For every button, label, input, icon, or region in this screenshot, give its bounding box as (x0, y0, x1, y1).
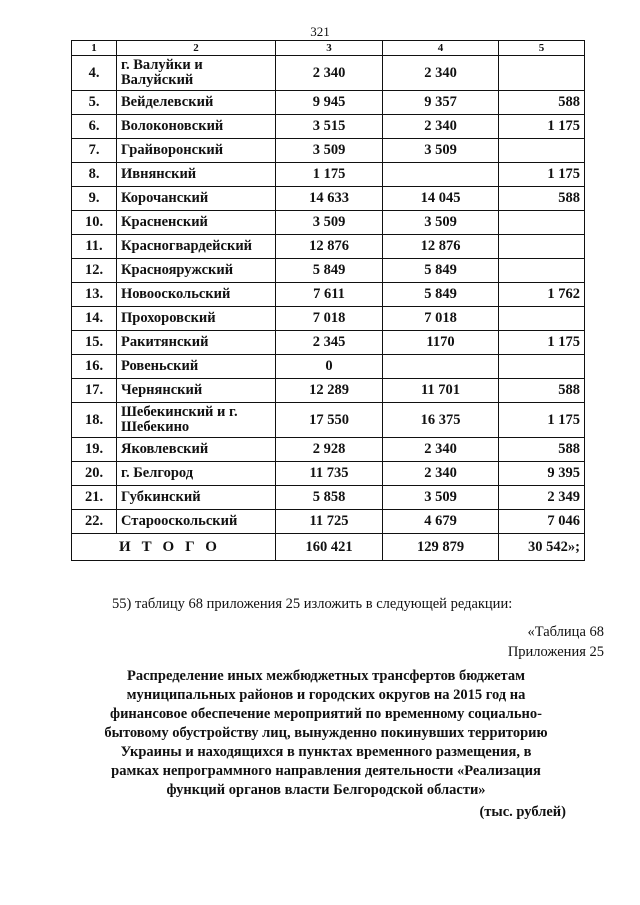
row-amount-col-5 (499, 235, 585, 259)
row-district-name: Новооскольский (117, 283, 276, 307)
table-row (72, 462, 585, 486)
row-total-amount: 12 876 (276, 235, 383, 259)
row-number: 5. (72, 91, 117, 115)
row-amount-col-4: 2 340 (383, 115, 499, 139)
row-district-name: Ракитянский (117, 331, 276, 355)
row-number: 10. (72, 211, 117, 235)
row-number: 9. (72, 187, 117, 211)
row-amount-col-4: 1170 (383, 331, 499, 355)
row-amount-col-4: 4 679 (383, 510, 499, 534)
row-district-name: Ивнянский (117, 163, 276, 187)
row-total-amount: 2 340 (276, 56, 383, 91)
row-number: 6. (72, 115, 117, 139)
title-line: функций органов власти Белгородской области» (166, 782, 486, 798)
row-amount-col-4 (383, 163, 499, 187)
row-number: 15. (72, 331, 117, 355)
row-district-name: Яковлевский (117, 438, 276, 462)
total-col-4: 129 879 (383, 534, 499, 561)
row-amount-col-4: 3 509 (383, 139, 499, 163)
table-row (72, 115, 585, 139)
table-row (72, 331, 585, 355)
row-amount-col-4: 5 849 (383, 259, 499, 283)
table-row (72, 379, 585, 403)
table-row (72, 307, 585, 331)
row-district-name: Шебекинский и г. Шебекино (117, 403, 276, 438)
row-amount-col-4: 5 849 (383, 283, 499, 307)
row-amount-col-4: 12 876 (383, 235, 499, 259)
row-amount-col-5: 2 349 (499, 486, 585, 510)
row-district-name: Красненский (117, 211, 276, 235)
row-district-name: Чернянский (117, 379, 276, 403)
row-district-name: Старооскольский (117, 510, 276, 534)
row-amount-col-5: 1 762 (499, 283, 585, 307)
title-line: бытовому обустройству лиц, вынужденно покинувших территорию (104, 725, 548, 741)
header-col-4: 4 (383, 41, 499, 56)
row-district-name: Корочанский (117, 187, 276, 211)
row-amount-col-4: 9 357 (383, 91, 499, 115)
row-total-amount: 3 515 (276, 115, 383, 139)
row-district-name: Губкинский (117, 486, 276, 510)
row-district-name: г. Белгород (117, 462, 276, 486)
table-row (72, 283, 585, 307)
row-total-amount: 12 289 (276, 379, 383, 403)
row-total-amount: 2 928 (276, 438, 383, 462)
title-line: Украины и находящихся в пунктах временного размещения, в (120, 744, 532, 760)
row-amount-col-4: 2 340 (383, 438, 499, 462)
row-total-amount: 3 509 (276, 211, 383, 235)
row-number: 7. (72, 139, 117, 163)
row-total-amount: 7 018 (276, 307, 383, 331)
row-total-amount: 11 735 (276, 462, 383, 486)
total-label: ИТОГО (72, 534, 276, 561)
row-number: 4. (72, 56, 117, 91)
units-label: (тыс. рублей) (479, 804, 566, 820)
row-number: 14. (72, 307, 117, 331)
row-amount-col-5: 588 (499, 187, 585, 211)
row-district-name: Прохоровский (117, 307, 276, 331)
header-col-3: 3 (276, 41, 383, 56)
title-line: Распределение иных межбюджетных трансфертов бюджетам (127, 668, 525, 684)
row-number: 11. (72, 235, 117, 259)
row-amount-col-5: 1 175 (499, 331, 585, 355)
row-amount-col-5: 9 395 (499, 462, 585, 486)
table-row (72, 56, 585, 91)
row-amount-col-4: 14 045 (383, 187, 499, 211)
title-line: рамках непрограммного направления деятельности «Реализация (111, 763, 541, 779)
row-amount-col-4: 16 375 (383, 403, 499, 438)
row-amount-col-5 (499, 56, 585, 91)
row-number: 19. (72, 438, 117, 462)
row-amount-col-5 (499, 355, 585, 379)
row-amount-col-5: 1 175 (499, 163, 585, 187)
row-total-amount: 7 611 (276, 283, 383, 307)
row-number: 18. (72, 403, 117, 438)
title-line: муниципальных районов и городских округов на 2015 год на (126, 687, 526, 703)
total-col-5: 30 542»; (499, 534, 585, 561)
row-amount-col-4: 3 509 (383, 486, 499, 510)
header-col-5: 5 (499, 41, 585, 56)
row-district-name: Краснояружский (117, 259, 276, 283)
row-amount-col-5 (499, 139, 585, 163)
table-row (72, 139, 585, 163)
row-number: 8. (72, 163, 117, 187)
row-total-amount: 9 945 (276, 91, 383, 115)
row-district-name: Ровеньский (117, 355, 276, 379)
row-amount-col-5: 1 175 (499, 115, 585, 139)
row-amount-col-4: 7 018 (383, 307, 499, 331)
row-total-amount: 5 858 (276, 486, 383, 510)
row-district-name: Грайворонский (117, 139, 276, 163)
row-amount-col-4: 3 509 (383, 211, 499, 235)
row-number: 20. (72, 462, 117, 486)
table-row (72, 187, 585, 211)
table-reference (508, 622, 604, 662)
row-district-name: г. Валуйки и Валуйский (117, 56, 276, 91)
row-amount-col-4: 11 701 (383, 379, 499, 403)
table-row (72, 403, 585, 438)
table-ref-line-1: «Таблица 68 (527, 624, 604, 640)
total-col-3: 160 421 (276, 534, 383, 561)
table-row (72, 510, 585, 534)
table-row (72, 438, 585, 462)
row-amount-col-5: 7 046 (499, 510, 585, 534)
title-line: финансовое обеспечение мероприятий по временному социально- (110, 706, 542, 722)
row-number: 21. (72, 486, 117, 510)
row-amount-col-4 (383, 355, 499, 379)
row-amount-col-5 (499, 307, 585, 331)
table-header-row (72, 41, 585, 56)
table-total-row (72, 534, 585, 561)
row-district-name: Красногвардейский (117, 235, 276, 259)
table-ref-line-2: Приложения 25 (507, 644, 604, 660)
row-total-amount: 2 345 (276, 331, 383, 355)
table-row (72, 91, 585, 115)
row-number: 16. (72, 355, 117, 379)
header-col-2: 2 (117, 41, 276, 56)
row-district-name: Волоконовский (117, 115, 276, 139)
row-district-name: Вейделевский (117, 91, 276, 115)
row-amount-col-5: 1 175 (499, 403, 585, 438)
table-row (72, 486, 585, 510)
row-amount-col-5 (499, 259, 585, 283)
page-number: 321 (310, 24, 330, 39)
row-amount-col-5 (499, 211, 585, 235)
row-number: 13. (72, 283, 117, 307)
row-number: 17. (72, 379, 117, 403)
table-row (72, 163, 585, 187)
transfers-table (71, 40, 585, 561)
row-amount-col-5: 588 (499, 438, 585, 462)
table-row (72, 211, 585, 235)
document-title (70, 667, 582, 800)
row-total-amount: 3 509 (276, 139, 383, 163)
row-total-amount: 17 550 (276, 403, 383, 438)
row-total-amount: 14 633 (276, 187, 383, 211)
table-row (72, 259, 585, 283)
row-amount-col-5: 588 (499, 379, 585, 403)
row-amount-col-4: 2 340 (383, 462, 499, 486)
table-row (72, 235, 585, 259)
row-number: 12. (72, 259, 117, 283)
row-number: 22. (72, 510, 117, 534)
row-total-amount: 1 175 (276, 163, 383, 187)
row-total-amount: 0 (276, 355, 383, 379)
row-total-amount: 11 725 (276, 510, 383, 534)
table-row (72, 355, 585, 379)
row-amount-col-5: 588 (499, 91, 585, 115)
row-amount-col-4: 2 340 (383, 56, 499, 91)
instruction-text: 55) таблицу 68 приложения 25 изложить в следующей редакции: (112, 596, 513, 612)
header-col-1: 1 (72, 41, 117, 56)
row-total-amount: 5 849 (276, 259, 383, 283)
